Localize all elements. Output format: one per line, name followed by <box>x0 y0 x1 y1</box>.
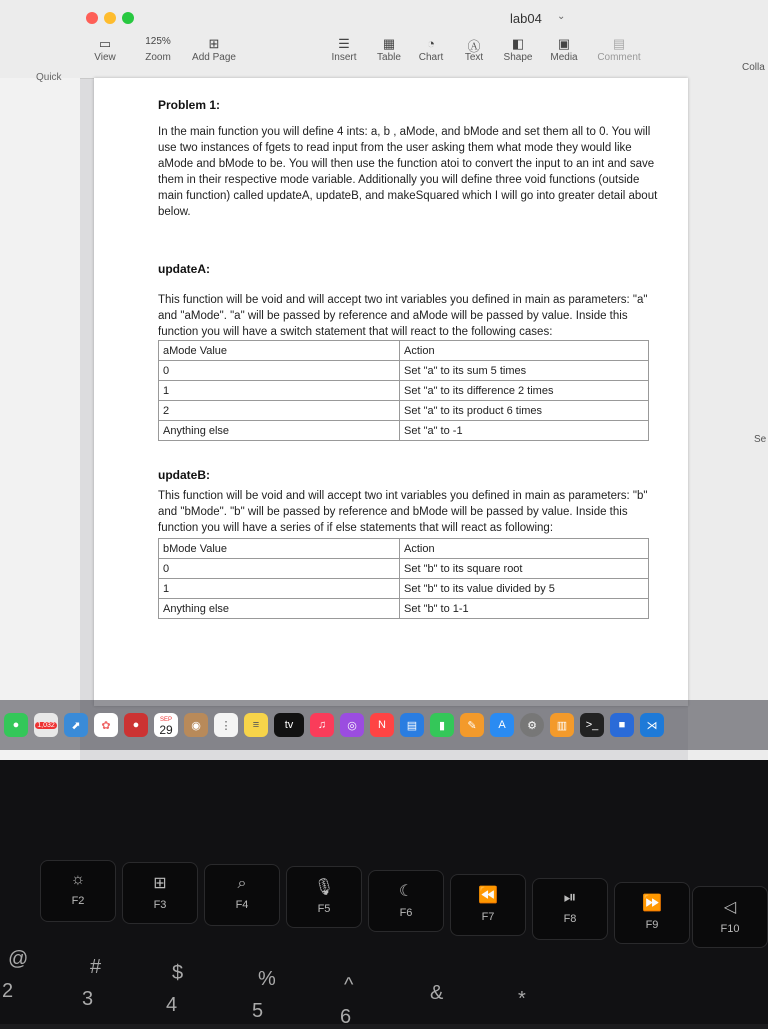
table-icon: ▦ <box>382 36 396 51</box>
window-title: lab04 <box>510 11 542 26</box>
sidebar-icon: ▭ <box>98 36 112 51</box>
f2-key[interactable] <box>40 860 116 922</box>
quick-look-label[interactable]: Quick <box>36 72 62 83</box>
table-cell: Set "b" to its square root <box>400 559 649 579</box>
table-row <box>159 559 649 579</box>
document-page[interactable] <box>94 78 688 706</box>
pages-icon[interactable]: ✎ <box>460 713 484 737</box>
problem-title: Problem 1: <box>158 98 221 112</box>
table-row <box>159 599 649 619</box>
key-label: F9 <box>645 919 659 931</box>
insert-button[interactable] <box>326 36 362 63</box>
table-header-row <box>159 341 649 361</box>
calendar-icon[interactable] <box>154 713 178 737</box>
updateB-heading: updateB: <box>158 468 210 482</box>
key-label: F3 <box>153 899 167 911</box>
table-row <box>159 579 649 599</box>
table-row <box>159 401 649 421</box>
table-cell: Set "a" to -1 <box>400 421 649 441</box>
media-button[interactable] <box>546 36 582 63</box>
table-cell: bMode Value <box>159 539 400 559</box>
rewind-icon: ⏪ <box>478 887 498 904</box>
close-window-button[interactable] <box>86 12 98 24</box>
number-key-label[interactable]: % <box>258 968 276 990</box>
table-cell: 2 <box>159 401 400 421</box>
mission-control-icon: ⊞ <box>153 875 167 892</box>
photos-icon[interactable]: ✿ <box>94 713 118 737</box>
key-label: F6 <box>399 907 413 919</box>
table-cell: Action <box>400 539 649 559</box>
notes-icon[interactable]: ≡ <box>244 713 268 737</box>
vscode-icon[interactable]: ⋊ <box>640 713 664 737</box>
updateA-description: This function will be void and will accept two int variables you defined in main as parameters: "a" and "aMode". "a" will be passed by reference and aMode will be passed by value. Inside this function you will have a switch statement that will react to the following cases: <box>158 294 648 338</box>
number-key-label[interactable]: ^ <box>344 974 354 996</box>
view-button[interactable] <box>90 36 120 63</box>
table-cell: 0 <box>159 361 400 381</box>
add-page-icon: ⊞ <box>208 36 220 51</box>
maps-icon[interactable]: ⬈ <box>64 713 88 737</box>
f9-key[interactable] <box>614 882 690 944</box>
app-store-icon[interactable]: A <box>490 713 514 737</box>
contacts-icon[interactable]: ◉ <box>184 713 208 737</box>
thumbnail-sidebar <box>0 72 80 760</box>
text-box-icon: Ⓐ <box>467 39 481 54</box>
table-row <box>159 361 649 381</box>
number-key-label[interactable]: @ <box>8 948 29 970</box>
key-label: F5 <box>317 903 331 915</box>
view-label: View <box>94 52 116 63</box>
number-key-label[interactable]: * <box>518 988 526 1010</box>
table-header-row <box>159 539 649 559</box>
brightness-up-icon: ☼ <box>70 871 86 888</box>
fast-forward-icon: ⏩ <box>642 895 662 912</box>
f7-key[interactable] <box>450 874 526 936</box>
key-label: F7 <box>481 911 495 923</box>
table-row <box>159 381 649 401</box>
messages-icon[interactable]: ● <box>4 713 28 737</box>
calendar-month: SEP <box>159 717 172 723</box>
f8-key[interactable] <box>532 878 608 940</box>
books-icon[interactable]: ▥ <box>550 713 574 737</box>
number-key-label[interactable]: 4 <box>166 994 178 1016</box>
shape-label: Shape <box>503 52 533 63</box>
table-cell: Set "a" to its product 6 times <box>400 401 649 421</box>
updateB-description: This function will be void and will accept two int variables you defined in main as parameters: "b" and "bMode". "b" will be passed by reference and bMode will be passed by value. Inside this function you will have a series of if else statements that will react as following: <box>158 490 648 534</box>
shape-button[interactable] <box>500 36 536 63</box>
table-cell: Set "b" to 1-1 <box>400 599 649 619</box>
sidebar-edge-label: Se <box>754 434 767 445</box>
play-pause-icon: ⏯ <box>563 889 577 906</box>
zoom-menu[interactable] <box>136 36 180 63</box>
chart-button[interactable] <box>414 36 448 63</box>
number-key-label[interactable]: 6 <box>340 1006 352 1028</box>
system-settings-icon[interactable]: ⚙ <box>520 713 544 737</box>
table-button[interactable] <box>372 36 406 63</box>
chart-icon: ◔ <box>427 36 435 51</box>
key-label: F4 <box>235 899 249 911</box>
text-label: Text <box>464 52 484 63</box>
mail-badge: 1,032 <box>37 721 55 729</box>
updateA-table <box>158 340 649 441</box>
f10-key[interactable] <box>692 886 768 948</box>
keynote-icon[interactable]: ▤ <box>400 713 424 737</box>
table-label: Table <box>377 52 401 63</box>
tv-label: tv <box>284 719 294 731</box>
calendar-day: 29 <box>159 723 173 737</box>
table-row <box>159 421 649 441</box>
number-key-label[interactable]: & <box>430 982 444 1004</box>
add-page-button[interactable] <box>190 36 238 63</box>
podcasts-icon[interactable]: ◎ <box>340 713 364 737</box>
zoom-value: 125% <box>145 36 171 47</box>
updateB-table <box>158 538 649 619</box>
search-icon: ⌕ <box>237 875 247 892</box>
minimize-window-button[interactable] <box>104 12 116 24</box>
comment-label: Comment <box>597 52 641 63</box>
insert-icon: ☰ <box>338 36 350 51</box>
number-key-label[interactable]: # <box>90 956 102 978</box>
terminal-icon[interactable]: >_ <box>580 713 604 737</box>
table-cell: 0 <box>159 559 400 579</box>
apple-tv-icon[interactable] <box>274 713 304 737</box>
f5-key[interactable] <box>286 866 362 928</box>
table-cell: Set "a" to its sum 5 times <box>400 361 649 381</box>
number-key-label[interactable]: $ <box>172 962 184 984</box>
microphone-icon: 🎙 <box>313 879 335 896</box>
comment-button[interactable] <box>594 36 644 63</box>
chart-label: Chart <box>418 52 444 63</box>
insert-label: Insert <box>331 52 357 63</box>
dock <box>0 700 768 750</box>
table-cell: Anything else <box>159 421 400 441</box>
table-cell: aMode Value <box>159 341 400 361</box>
f3-key[interactable] <box>122 862 198 924</box>
zoom-app-icon[interactable]: ■ <box>610 713 634 737</box>
key-label: F2 <box>71 895 85 907</box>
media-label: Media <box>550 52 578 63</box>
chevron-down-icon[interactable]: ⌄ <box>557 11 566 22</box>
table-cell: Set "a" to its difference 2 times <box>400 381 649 401</box>
table-cell: 1 <box>159 381 400 401</box>
do-not-disturb-icon: ☾ <box>398 883 414 900</box>
mail-icon[interactable] <box>34 713 58 737</box>
keyboard <box>0 760 768 1028</box>
comment-icon: ▤ <box>612 36 626 51</box>
number-key-label[interactable]: 3 <box>82 988 94 1010</box>
f4-key[interactable] <box>204 864 280 926</box>
key-label: F8 <box>563 913 577 925</box>
zoom-window-button[interactable] <box>122 12 134 24</box>
intro-paragraph: In the main function you will define 4 ints: a, b , aMode, and bMode and set them all to 0. You will use two instances of fgets to read input from the user asking them what mode they would like aMode and bMode to be. You will then use the function atoi to convert the input to an int and save them in their respective mode variable. Additionally you will define three void functions (outside main function) called updateA, updateB, and makeSquared which I will go into greater detail about below. <box>158 126 658 218</box>
media-icon: ▣ <box>557 36 571 51</box>
f6-key[interactable] <box>368 870 444 932</box>
number-key-label[interactable]: 2 <box>2 980 14 1002</box>
table-cell: Set "b" to its value divided by 5 <box>400 579 649 599</box>
facetime-icon[interactable]: ● <box>124 713 148 737</box>
numbers-icon[interactable]: ▮ <box>430 713 454 737</box>
news-icon[interactable]: N <box>370 713 394 737</box>
reminders-icon[interactable]: ⋮ <box>214 713 238 737</box>
text-button[interactable] <box>458 36 490 63</box>
music-icon[interactable]: ♫ <box>310 713 334 737</box>
updateA-heading: updateA: <box>158 262 210 276</box>
table-cell: Anything else <box>159 599 400 619</box>
number-key-label[interactable]: 5 <box>252 1000 264 1022</box>
shape-icon: ◧ <box>511 36 525 51</box>
format-sidebar <box>688 78 768 760</box>
collaborate-button[interactable]: Colla <box>742 62 765 73</box>
add-page-label: Add Page <box>192 52 236 63</box>
table-cell: 1 <box>159 579 400 599</box>
key-label: F10 <box>720 923 740 935</box>
pages-toolbar <box>0 0 768 79</box>
zoom-label: Zoom <box>145 52 171 63</box>
table-cell: Action <box>400 341 649 361</box>
mute-icon: ◁ <box>723 899 737 916</box>
